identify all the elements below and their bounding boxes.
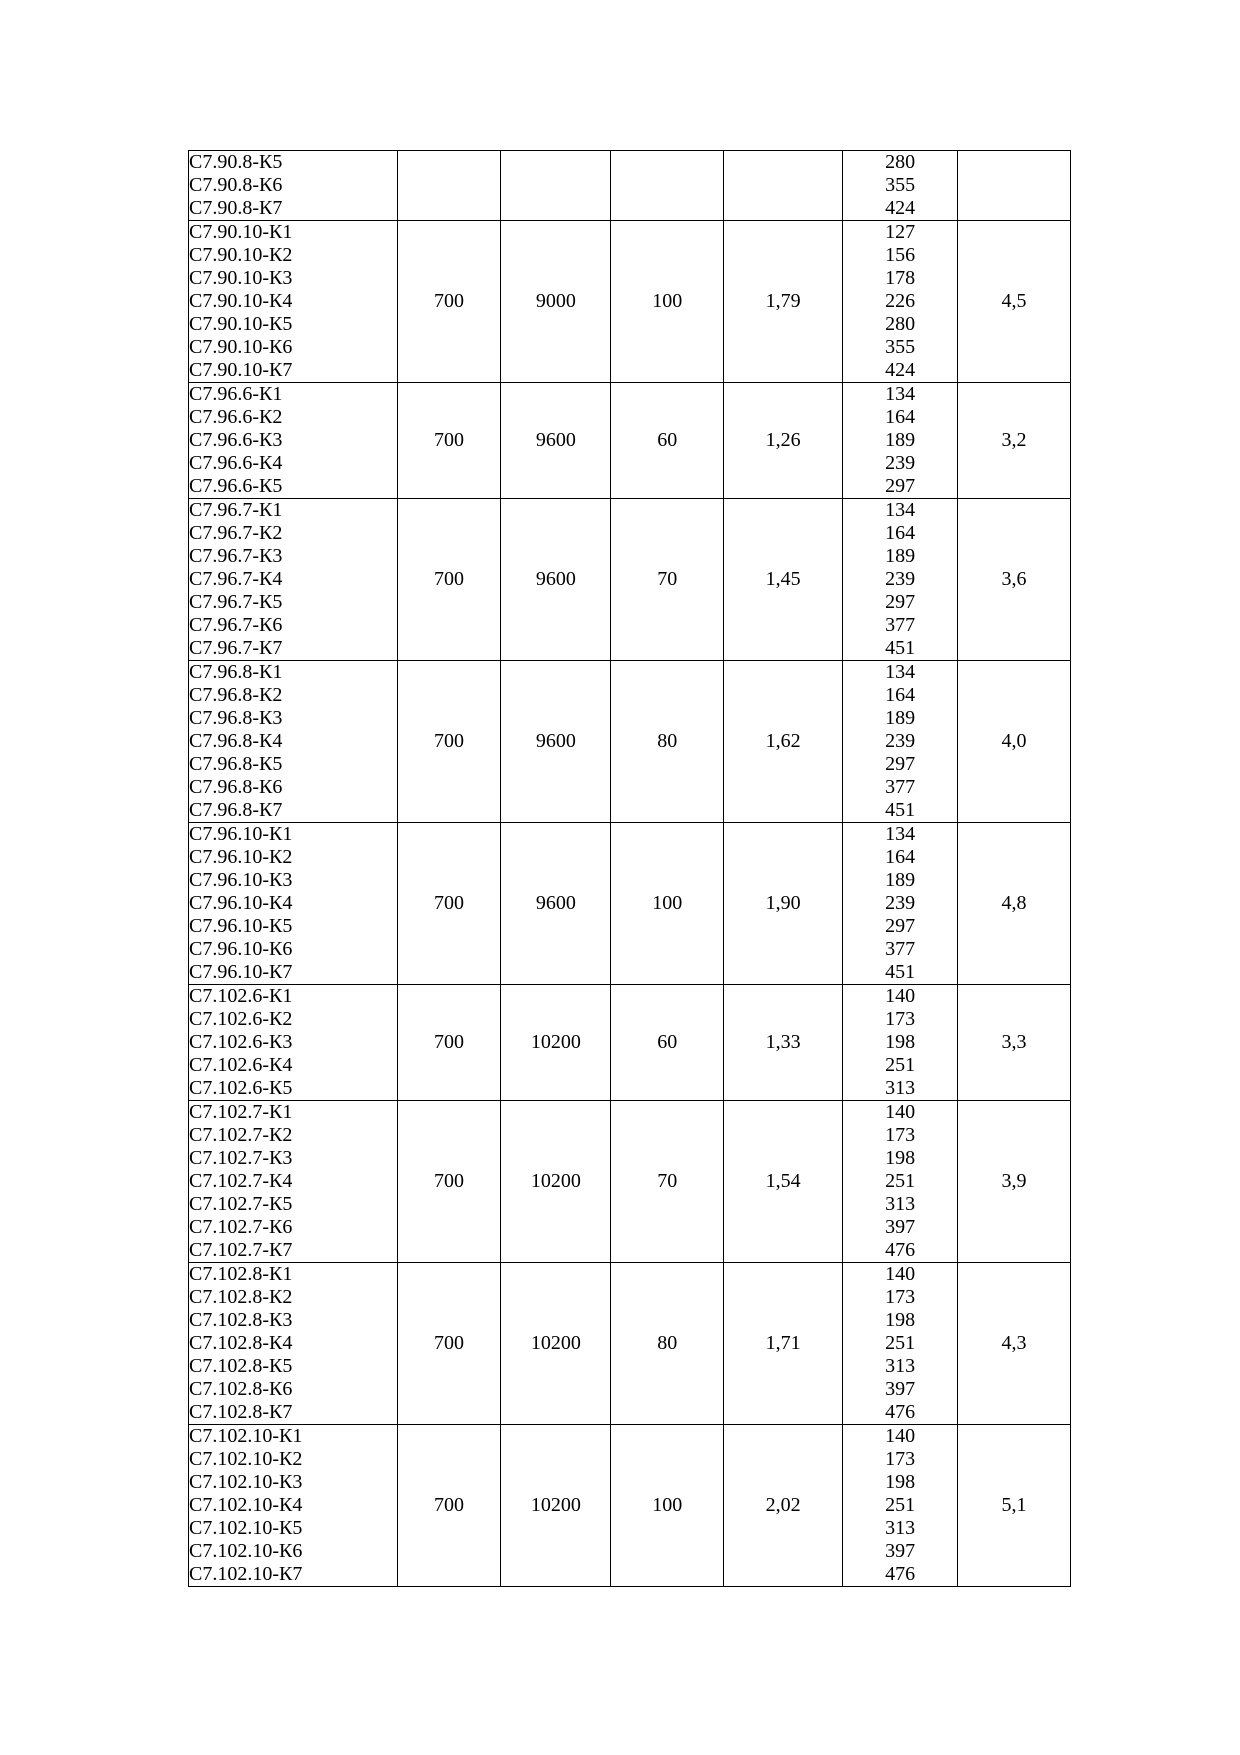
mass-cell: 3,3 bbox=[958, 985, 1071, 1101]
load-value: 239 bbox=[885, 452, 916, 474]
width-cell: 700 bbox=[397, 1425, 501, 1587]
product-mark: С7.102.10-К1 bbox=[189, 1425, 303, 1447]
product-mark: С7.96.8-К1 bbox=[189, 661, 283, 683]
length-cell: 9600 bbox=[501, 383, 611, 499]
load-value: 397 bbox=[885, 1540, 916, 1562]
height-cell: 80 bbox=[611, 661, 724, 823]
load-value: 251 bbox=[885, 1332, 916, 1354]
table-body bbox=[189, 151, 1071, 1587]
product-mark: С7.90.8-К7 bbox=[189, 197, 283, 219]
load-value: 173 bbox=[885, 1448, 916, 1470]
height-cell: 100 bbox=[611, 221, 724, 383]
load-value: 140 bbox=[885, 985, 916, 1007]
product-mark: С7.96.6-К2 bbox=[189, 406, 283, 428]
table-row bbox=[189, 661, 1071, 823]
height-cell: 100 bbox=[611, 823, 724, 985]
product-mark: С7.96.10-К2 bbox=[189, 846, 293, 868]
load-value: 156 bbox=[885, 244, 916, 266]
product-mark: С7.102.10-К5 bbox=[189, 1517, 303, 1539]
length-cell: 10200 bbox=[501, 985, 611, 1101]
load-value: 164 bbox=[885, 684, 916, 706]
table-row bbox=[189, 383, 1071, 499]
product-mark: С7.96.6-К1 bbox=[189, 383, 283, 405]
product-mark: С7.96.6-К5 bbox=[189, 475, 283, 497]
table-row bbox=[189, 985, 1071, 1101]
height-cell: 60 bbox=[611, 383, 724, 499]
table-row bbox=[189, 1263, 1071, 1425]
load-value: 355 bbox=[885, 336, 916, 358]
load-value: 297 bbox=[885, 915, 916, 937]
volume-cell: 1,45 bbox=[724, 499, 843, 661]
load-value: 313 bbox=[885, 1193, 916, 1215]
width-cell bbox=[397, 151, 501, 221]
load-value: 297 bbox=[885, 475, 916, 497]
product-mark: С7.90.8-К5 bbox=[189, 151, 283, 173]
load-value: 173 bbox=[885, 1124, 916, 1146]
width-cell: 700 bbox=[397, 1263, 501, 1425]
mass-cell: 4,8 bbox=[958, 823, 1071, 985]
product-mark: С7.102.8-К1 bbox=[189, 1263, 293, 1285]
product-mark: С7.102.6-К4 bbox=[189, 1054, 293, 1076]
product-mark: С7.96.10-К6 bbox=[189, 938, 293, 960]
load-value: 424 bbox=[885, 197, 916, 219]
length-cell: 10200 bbox=[501, 1101, 611, 1263]
mark-cell bbox=[189, 383, 398, 499]
load-value: 476 bbox=[885, 1563, 916, 1585]
table-row bbox=[189, 151, 1071, 221]
volume-cell: 1,54 bbox=[724, 1101, 843, 1263]
load-value: 424 bbox=[885, 359, 916, 381]
product-mark: С7.102.7-К2 bbox=[189, 1124, 293, 1146]
product-mark: С7.96.8-К4 bbox=[189, 730, 283, 752]
product-mark: С7.102.8-К5 bbox=[189, 1355, 293, 1377]
product-mark: С7.96.7-К5 bbox=[189, 591, 283, 613]
product-mark: С7.96.8-К7 bbox=[189, 799, 283, 821]
load-cell bbox=[843, 661, 958, 823]
load-value: 178 bbox=[885, 267, 916, 289]
product-mark: С7.102.10-К2 bbox=[189, 1448, 303, 1470]
load-cell bbox=[843, 1425, 958, 1587]
load-value: 127 bbox=[885, 221, 916, 243]
load-value: 251 bbox=[885, 1494, 916, 1516]
volume-cell: 1,71 bbox=[724, 1263, 843, 1425]
product-mark: С7.102.7-К6 bbox=[189, 1216, 293, 1238]
product-mark: С7.90.10-К3 bbox=[189, 267, 293, 289]
load-value: 198 bbox=[885, 1147, 916, 1169]
product-mark: С7.90.10-К2 bbox=[189, 244, 293, 266]
product-mark: С7.102.7-К3 bbox=[189, 1147, 293, 1169]
length-cell: 9600 bbox=[501, 499, 611, 661]
product-mark: С7.102.7-К4 bbox=[189, 1170, 293, 1192]
product-mark: С7.102.10-К4 bbox=[189, 1494, 303, 1516]
product-mark: С7.102.8-К7 bbox=[189, 1401, 293, 1423]
load-value: 239 bbox=[885, 892, 916, 914]
mass-cell: 4,5 bbox=[958, 221, 1071, 383]
product-mark: С7.96.7-К6 bbox=[189, 614, 283, 636]
product-mark: С7.96.7-К7 bbox=[189, 637, 283, 659]
load-value: 377 bbox=[885, 614, 916, 636]
product-mark: С7.102.7-К5 bbox=[189, 1193, 293, 1215]
product-mark: С7.102.6-К3 bbox=[189, 1031, 293, 1053]
product-mark: С7.96.10-К1 bbox=[189, 823, 293, 845]
mark-cell bbox=[189, 151, 398, 221]
product-mark: С7.102.8-К2 bbox=[189, 1286, 293, 1308]
length-cell: 9600 bbox=[501, 823, 611, 985]
volume-cell: 1,62 bbox=[724, 661, 843, 823]
load-value: 173 bbox=[885, 1008, 916, 1030]
product-mark: С7.90.10-К7 bbox=[189, 359, 293, 381]
width-cell: 700 bbox=[397, 499, 501, 661]
length-cell: 9600 bbox=[501, 661, 611, 823]
length-cell: 10200 bbox=[501, 1425, 611, 1587]
load-value: 173 bbox=[885, 1286, 916, 1308]
mass-cell: 5,1 bbox=[958, 1425, 1071, 1587]
height-cell: 70 bbox=[611, 1101, 724, 1263]
load-cell bbox=[843, 823, 958, 985]
length-cell: 10200 bbox=[501, 1263, 611, 1425]
load-value: 377 bbox=[885, 776, 916, 798]
mark-cell bbox=[189, 499, 398, 661]
load-value: 198 bbox=[885, 1309, 916, 1331]
width-cell: 700 bbox=[397, 383, 501, 499]
load-value: 189 bbox=[885, 707, 916, 729]
load-value: 451 bbox=[885, 799, 916, 821]
mark-cell bbox=[189, 661, 398, 823]
spec-table bbox=[188, 150, 1071, 1587]
load-value: 251 bbox=[885, 1170, 916, 1192]
volume-cell: 1,90 bbox=[724, 823, 843, 985]
product-mark: С7.96.8-К3 bbox=[189, 707, 283, 729]
product-mark: С7.90.10-К6 bbox=[189, 336, 293, 358]
product-mark: С7.96.8-К2 bbox=[189, 684, 283, 706]
load-cell bbox=[843, 499, 958, 661]
product-mark: С7.102.10-К6 bbox=[189, 1540, 303, 1562]
product-mark: С7.96.6-К3 bbox=[189, 429, 283, 451]
load-value: 134 bbox=[885, 383, 916, 405]
product-mark: С7.102.8-К3 bbox=[189, 1309, 293, 1331]
load-value: 297 bbox=[885, 591, 916, 613]
load-value: 280 bbox=[885, 313, 916, 335]
product-mark: С7.96.7-К1 bbox=[189, 499, 283, 521]
table-row bbox=[189, 1101, 1071, 1263]
load-value: 134 bbox=[885, 499, 916, 521]
product-mark: С7.102.8-К4 bbox=[189, 1332, 293, 1354]
load-cell bbox=[843, 1101, 958, 1263]
product-mark: С7.96.6-К4 bbox=[189, 452, 283, 474]
width-cell: 700 bbox=[397, 985, 501, 1101]
load-value: 140 bbox=[885, 1425, 916, 1447]
product-mark: С7.102.7-К1 bbox=[189, 1101, 293, 1123]
load-value: 134 bbox=[885, 661, 916, 683]
load-value: 251 bbox=[885, 1054, 916, 1076]
product-mark: С7.96.7-К2 bbox=[189, 522, 283, 544]
table-row bbox=[189, 221, 1071, 383]
load-value: 397 bbox=[885, 1378, 916, 1400]
product-mark: С7.102.6-К5 bbox=[189, 1077, 293, 1099]
load-cell bbox=[843, 383, 958, 499]
load-value: 140 bbox=[885, 1263, 916, 1285]
product-mark: С7.96.10-К3 bbox=[189, 869, 293, 891]
volume-cell: 1,26 bbox=[724, 383, 843, 499]
load-value: 397 bbox=[885, 1216, 916, 1238]
load-value: 313 bbox=[885, 1355, 916, 1377]
load-value: 451 bbox=[885, 961, 916, 983]
product-mark: С7.96.7-К3 bbox=[189, 545, 283, 567]
mass-cell: 3,9 bbox=[958, 1101, 1071, 1263]
load-value: 189 bbox=[885, 545, 916, 567]
product-mark: С7.90.8-К6 bbox=[189, 174, 283, 196]
load-value: 134 bbox=[885, 823, 916, 845]
product-mark: С7.96.10-К7 bbox=[189, 961, 293, 983]
table-row bbox=[189, 499, 1071, 661]
load-value: 226 bbox=[885, 290, 916, 312]
product-mark: С7.96.10-К5 bbox=[189, 915, 293, 937]
height-cell: 60 bbox=[611, 985, 724, 1101]
load-value: 355 bbox=[885, 174, 916, 196]
product-mark: С7.102.7-К7 bbox=[189, 1239, 293, 1261]
load-cell bbox=[843, 221, 958, 383]
load-value: 476 bbox=[885, 1401, 916, 1423]
load-value: 280 bbox=[885, 151, 916, 173]
width-cell: 700 bbox=[397, 1101, 501, 1263]
height-cell bbox=[611, 151, 724, 221]
product-mark: С7.102.8-К6 bbox=[189, 1378, 293, 1400]
mass-cell: 3,6 bbox=[958, 499, 1071, 661]
product-mark: С7.90.10-К1 bbox=[189, 221, 293, 243]
volume-cell: 1,33 bbox=[724, 985, 843, 1101]
load-value: 239 bbox=[885, 730, 916, 752]
product-mark: С7.102.6-К1 bbox=[189, 985, 293, 1007]
load-value: 239 bbox=[885, 568, 916, 590]
product-mark: С7.102.6-К2 bbox=[189, 1008, 293, 1030]
load-value: 164 bbox=[885, 522, 916, 544]
load-value: 140 bbox=[885, 1101, 916, 1123]
load-value: 164 bbox=[885, 846, 916, 868]
height-cell: 100 bbox=[611, 1425, 724, 1587]
width-cell: 700 bbox=[397, 221, 501, 383]
product-mark: С7.96.10-К4 bbox=[189, 892, 293, 914]
product-mark: С7.102.10-К7 bbox=[189, 1563, 303, 1585]
width-cell: 700 bbox=[397, 823, 501, 985]
length-cell: 9000 bbox=[501, 221, 611, 383]
product-mark: С7.90.10-К4 bbox=[189, 290, 293, 312]
volume-cell bbox=[724, 151, 843, 221]
load-value: 189 bbox=[885, 429, 916, 451]
load-value: 476 bbox=[885, 1239, 916, 1261]
mark-cell bbox=[189, 1425, 398, 1587]
load-value: 189 bbox=[885, 869, 916, 891]
load-value: 313 bbox=[885, 1517, 916, 1539]
mark-cell bbox=[189, 985, 398, 1101]
product-mark: С7.90.10-К5 bbox=[189, 313, 293, 335]
table-row bbox=[189, 823, 1071, 985]
product-mark: С7.96.7-К4 bbox=[189, 568, 283, 590]
product-mark: С7.102.10-К3 bbox=[189, 1471, 303, 1493]
load-cell bbox=[843, 1263, 958, 1425]
volume-cell: 2,02 bbox=[724, 1425, 843, 1587]
mass-cell: 4,3 bbox=[958, 1263, 1071, 1425]
height-cell: 80 bbox=[611, 1263, 724, 1425]
mark-cell bbox=[189, 823, 398, 985]
product-mark: С7.96.8-К5 bbox=[189, 753, 283, 775]
height-cell: 70 bbox=[611, 499, 724, 661]
mark-cell bbox=[189, 1263, 398, 1425]
mark-cell bbox=[189, 221, 398, 383]
mark-cell bbox=[189, 1101, 398, 1263]
product-mark: С7.96.8-К6 bbox=[189, 776, 283, 798]
load-cell bbox=[843, 151, 958, 221]
length-cell bbox=[501, 151, 611, 221]
load-value: 377 bbox=[885, 938, 916, 960]
load-value: 198 bbox=[885, 1031, 916, 1053]
table-row bbox=[189, 1425, 1071, 1587]
load-cell bbox=[843, 985, 958, 1101]
mass-cell: 4,0 bbox=[958, 661, 1071, 823]
load-value: 297 bbox=[885, 753, 916, 775]
volume-cell: 1,79 bbox=[724, 221, 843, 383]
mass-cell: 3,2 bbox=[958, 383, 1071, 499]
load-value: 313 bbox=[885, 1077, 916, 1099]
load-value: 451 bbox=[885, 637, 916, 659]
load-value: 198 bbox=[885, 1471, 916, 1493]
load-value: 164 bbox=[885, 406, 916, 428]
mass-cell bbox=[958, 151, 1071, 221]
width-cell: 700 bbox=[397, 661, 501, 823]
